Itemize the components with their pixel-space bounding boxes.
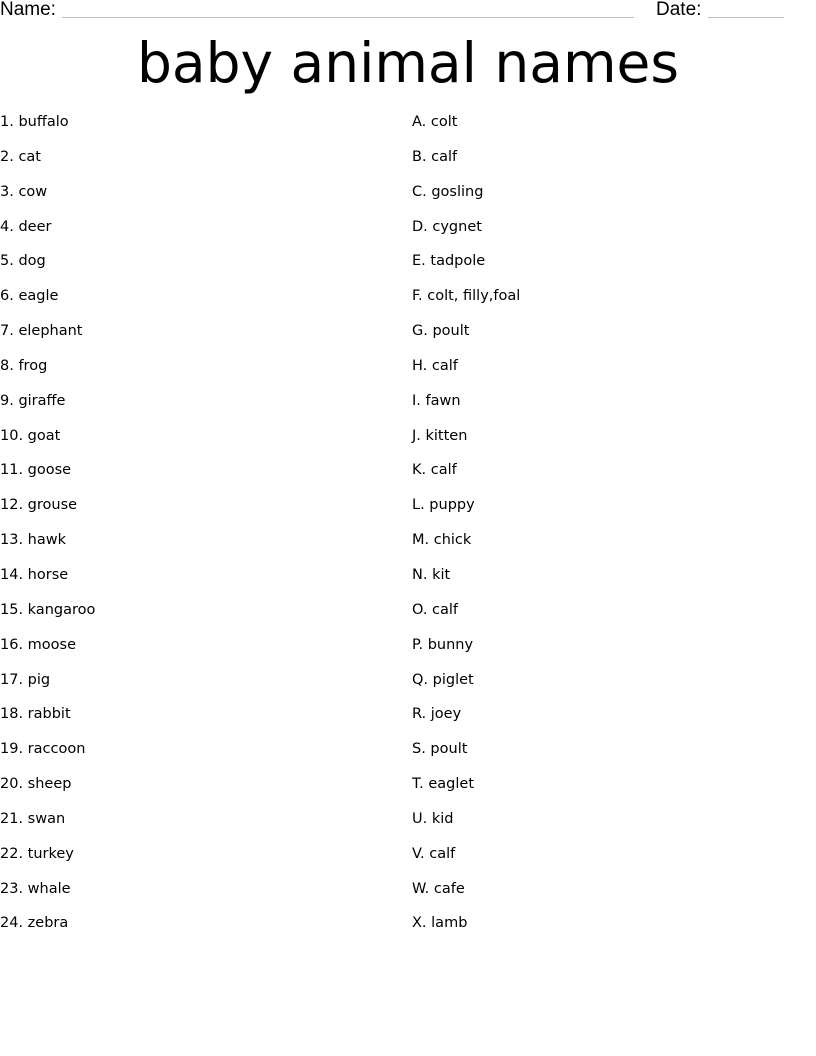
baby-name-item: F. colt, filly,foal (412, 288, 521, 305)
animal-item: 5. dog (0, 253, 46, 270)
animal-item: 4. deer (0, 218, 52, 235)
baby-name-item: O. calf (412, 601, 459, 618)
baby-name-item: M. chick (412, 532, 472, 549)
date-label: Date: (656, 0, 702, 20)
baby-name-item: R. joey (412, 706, 462, 723)
animal-item: 1. buffalo (0, 114, 69, 130)
animal-item: 6. eagle (0, 288, 59, 305)
baby-name-item: A. colt (412, 114, 458, 130)
worksheet-title: baby animal names (136, 31, 680, 95)
baby-name-item: W. cafe (412, 880, 465, 897)
baby-name-item: V. calf (412, 845, 456, 862)
baby-name-item: K. calf (412, 462, 457, 479)
name-line (62, 17, 634, 18)
animal-item: 13. hawk (0, 532, 67, 549)
baby-name-item: D. cygnet (412, 218, 482, 235)
baby-name-item: U. kid (412, 810, 454, 827)
animal-item: 9. giraffe (0, 392, 66, 409)
animal-item: 3. cow (0, 183, 48, 200)
animal-item: 8. frog (0, 357, 48, 374)
baby-name-item: Q. piglet (412, 671, 474, 688)
baby-name-item: N. kit (412, 566, 451, 583)
animal-item: 12. grouse (0, 497, 78, 514)
animal-item: 10. goat (0, 427, 61, 444)
animal-item: 2. cat (0, 148, 41, 165)
worksheet-header (0, 0, 816, 26)
baby-name-item: P. bunny (412, 636, 474, 653)
animal-item: 21. swan (0, 810, 66, 827)
animal-item: 17. pig (0, 671, 51, 688)
animal-item: 18. rabbit (0, 706, 71, 723)
animal-item: 16. moose (0, 636, 77, 653)
baby-name-item: C. gosling (412, 183, 484, 200)
animal-list (0, 112, 400, 948)
animal-item: 15. kangaroo (0, 601, 96, 618)
name-label: Name: (0, 0, 56, 20)
baby-name-item: T. eaglet (412, 776, 475, 793)
animal-item: 24. zebra (0, 915, 69, 932)
animal-item: 22. turkey (0, 845, 74, 862)
baby-name-list (412, 112, 812, 948)
baby-name-item: L. puppy (412, 497, 475, 514)
baby-name-item: J. kitten (412, 427, 468, 444)
baby-name-item: B. calf (412, 148, 458, 165)
animal-item: 19. raccoon (0, 741, 86, 758)
animal-item: 20. sheep (0, 776, 72, 793)
animal-item: 11. goose (0, 462, 72, 479)
baby-name-item: I. fawn (412, 392, 461, 409)
date-line (708, 17, 784, 18)
baby-name-item: G. poult (412, 323, 470, 340)
animal-item: 23. whale (0, 880, 71, 897)
animal-item: 7. elephant (0, 323, 83, 340)
baby-name-item: S. poult (412, 741, 468, 758)
baby-name-item: H. calf (412, 357, 458, 374)
baby-name-item: E. tadpole (412, 253, 486, 270)
baby-name-item: X. lamb (412, 915, 468, 932)
animal-item: 14. horse (0, 566, 69, 583)
